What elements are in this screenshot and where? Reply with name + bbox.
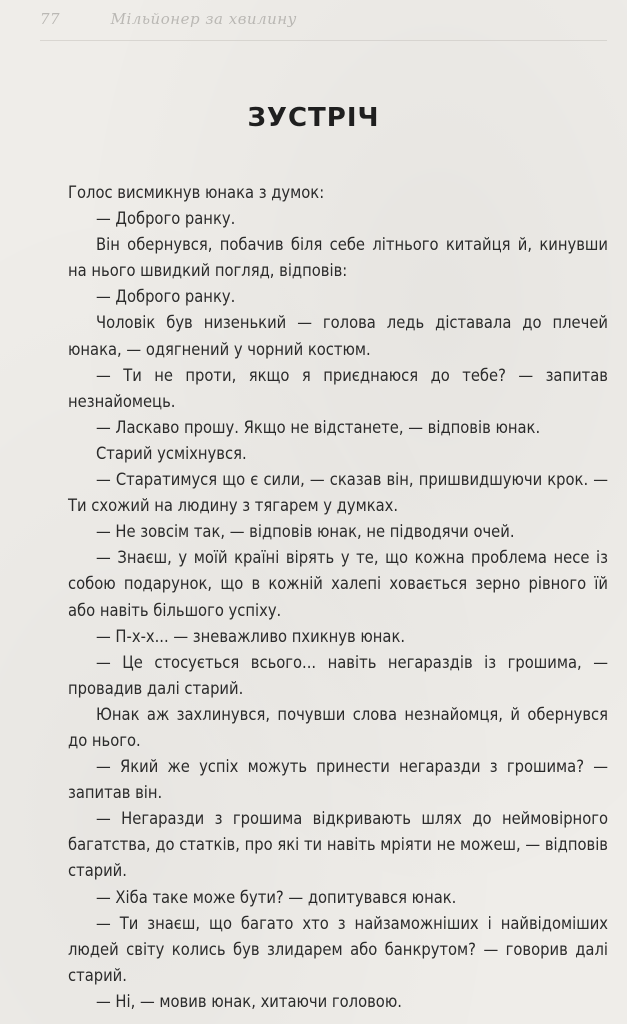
running-title: Мільйонер за хвилину (110, 10, 297, 28)
paragraph: — Ні, — мовив юнак, хитаючи головою. (96, 991, 402, 1011)
chapter-title: ЗУСТРІЧ (247, 103, 380, 133)
paragraph: — Хіба таке може бути? — допитувався юнак. (96, 887, 457, 907)
paragraph: — Який же успіх можуть принести негаразди з грошима? — запитав він. (68, 757, 608, 803)
paragraph: — Ти не проти, якщо я приєднаюся до тебе? — запитав незнайомець. (68, 365, 608, 411)
running-header (40, 10, 297, 28)
paragraph: — Знаєш, у моїй країні вірять у те, що кожна проблема несе із собою подарунок, що в кожній халепі ховається зерно рівного їй або навіть більшого успіху. (68, 548, 608, 620)
paragraph: Старий усміхнувся. (96, 443, 247, 463)
header-divider (40, 40, 607, 41)
paragraph: Чоловік був низенький — голова ледь діставала до плечей юнака, — одягнений у чорний костюм. (68, 313, 608, 359)
paragraph: — Старатимуся що є сили, — сказав він, пришвидшуючи крок. — Ти схожий на людину з тягарем у думках. (68, 470, 608, 516)
paragraph: Юнак аж захлинувся, почувши слова незнайомця, й обернувся до нього. (68, 704, 608, 750)
body-text (68, 180, 608, 1015)
paragraph: — Негаразди з грошима відкривають шлях до неймовірного багатства, до статків, про які ти навіть мріяти не можеш, — відповів старий. (68, 809, 608, 881)
paragraph: — Не зовсім так, — відповів юнак, не підводячи очей. (96, 522, 515, 542)
paragraph: — Доброго ранку. (96, 209, 236, 229)
paragraph: — Це стосується всього... навіть негараздів із грошима, — провадив далі старий. (68, 652, 608, 698)
paragraph: Він обернувся, побачив біля себе літнього китайця й, кинувши на нього швидкий погляд, відповів: (68, 235, 608, 281)
paragraph: Голос висмикнув юнака з думок: (68, 183, 325, 202)
page-number: 77 (40, 10, 61, 28)
paragraph: — Доброго ранку. (96, 287, 236, 307)
paragraph: — Ти знаєш, що багато хто з найзаможніших і найвідоміших людей світу колись був злидарем або банкрутом? — говорив далі старий. (68, 913, 608, 985)
paragraph: — П-х-х... — зневажливо пхикнув юнак. (96, 626, 406, 646)
paragraph: — Ласкаво прошу. Якщо не відстанете, — відповів юнак. (96, 417, 541, 437)
